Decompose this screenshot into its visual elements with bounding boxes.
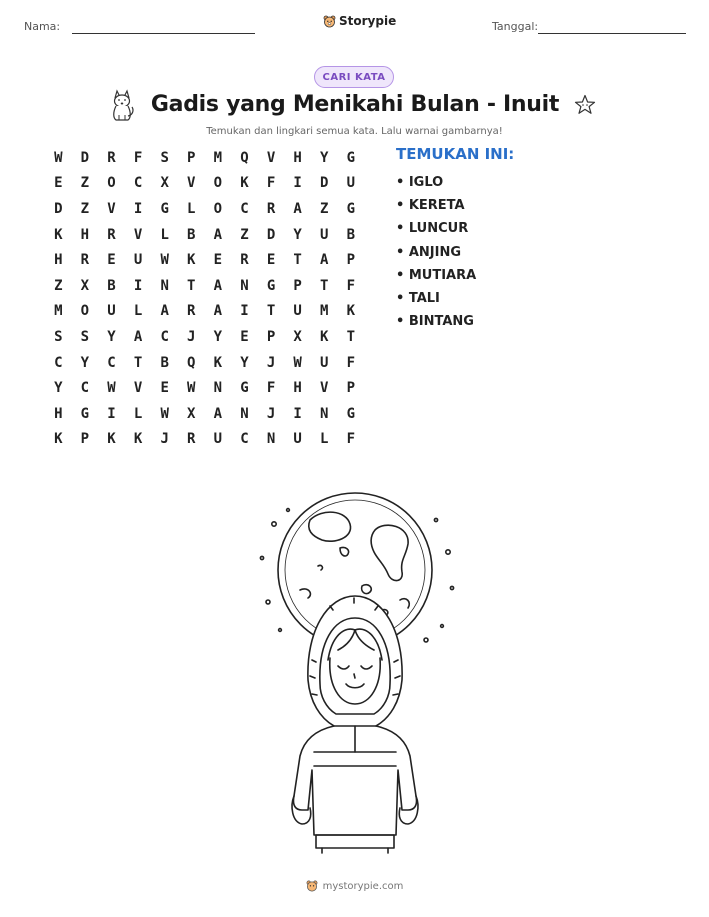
- grid-cell[interactable]: O: [80, 303, 90, 320]
- grid-cell[interactable]: I: [107, 405, 116, 422]
- grid-cell[interactable]: T: [266, 303, 276, 320]
- grid-cell[interactable]: E: [240, 328, 249, 345]
- grid-cell[interactable]: Y: [107, 328, 116, 345]
- word-list-title: TEMUKAN INI:: [396, 145, 515, 163]
- grid-cell[interactable]: T: [187, 277, 196, 294]
- grid-cell[interactable]: R: [107, 226, 116, 243]
- grid-cell[interactable]: P: [266, 328, 276, 345]
- grid-cell[interactable]: N: [213, 380, 223, 397]
- name-line[interactable]: [72, 33, 255, 34]
- grid-cell[interactable]: R: [107, 149, 116, 166]
- grid-cell[interactable]: A: [213, 226, 223, 243]
- word-item: • KERETA: [396, 198, 465, 214]
- grid-cell[interactable]: K: [133, 431, 143, 448]
- grid-cell[interactable]: G: [80, 405, 90, 422]
- grid-cell[interactable]: G: [160, 200, 169, 217]
- grid-cell[interactable]: W: [160, 252, 169, 269]
- grid-cell[interactable]: C: [160, 328, 169, 345]
- grid-cell[interactable]: W: [54, 149, 63, 166]
- grid-cell[interactable]: R: [80, 252, 90, 269]
- grid-cell[interactable]: I: [133, 277, 143, 294]
- grid-cell[interactable]: O: [213, 175, 223, 192]
- grid-cell[interactable]: J: [266, 354, 276, 371]
- grid-cell[interactable]: J: [266, 405, 276, 422]
- grid-cell[interactable]: Z: [54, 277, 63, 294]
- grid-cell[interactable]: G: [240, 380, 249, 397]
- worksheet-header: [0, 0, 709, 50]
- grid-cell[interactable]: U: [320, 226, 329, 243]
- grid-cell[interactable]: B: [107, 277, 116, 294]
- grid-cell[interactable]: K: [54, 431, 63, 448]
- grid-cell[interactable]: N: [240, 277, 249, 294]
- grid-cell[interactable]: E: [160, 380, 169, 397]
- grid-cell[interactable]: F: [346, 431, 356, 448]
- grid-cell[interactable]: G: [346, 405, 356, 422]
- grid-cell[interactable]: A: [133, 328, 143, 345]
- grid-cell[interactable]: Y: [320, 149, 329, 166]
- grid-cell[interactable]: E: [107, 252, 116, 269]
- grid-cell[interactable]: V: [320, 380, 329, 397]
- grid-cell[interactable]: X: [293, 328, 302, 345]
- date-label: Tanggal:: [492, 20, 539, 33]
- grid-cell[interactable]: T: [133, 354, 143, 371]
- grid-cell[interactable]: A: [213, 405, 223, 422]
- grid-cell[interactable]: T: [293, 252, 302, 269]
- grid-cell[interactable]: E: [266, 252, 276, 269]
- word-item: • IGLO: [396, 175, 444, 191]
- grid-cell[interactable]: U: [107, 303, 116, 320]
- word-item: • BINTANG: [396, 314, 474, 330]
- grid-cell[interactable]: F: [346, 354, 356, 371]
- grid-cell[interactable]: K: [107, 431, 116, 448]
- grid-cell[interactable]: W: [293, 354, 302, 371]
- grid-cell[interactable]: A: [213, 303, 223, 320]
- grid-cell[interactable]: I: [240, 303, 249, 320]
- grid-cell[interactable]: P: [187, 149, 196, 166]
- grid-cell[interactable]: D: [54, 200, 63, 217]
- grid-cell[interactable]: S: [54, 328, 63, 345]
- grid-cell[interactable]: U: [346, 175, 356, 192]
- grid-cell[interactable]: L: [133, 303, 143, 320]
- grid-cell[interactable]: K: [240, 175, 249, 192]
- grid-cell[interactable]: U: [293, 303, 302, 320]
- grid-cell[interactable]: P: [80, 431, 90, 448]
- grid-cell[interactable]: L: [133, 405, 143, 422]
- grid-cell[interactable]: O: [107, 175, 116, 192]
- grid-cell[interactable]: F: [266, 175, 276, 192]
- date-line[interactable]: [538, 33, 686, 34]
- brand-name: Storypie: [339, 14, 397, 28]
- grid-cell[interactable]: G: [346, 149, 356, 166]
- grid-cell[interactable]: N: [266, 431, 276, 448]
- grid-cell[interactable]: V: [187, 175, 196, 192]
- grid-cell[interactable]: R: [266, 200, 276, 217]
- grid-cell[interactable]: Y: [240, 354, 249, 371]
- grid-cell[interactable]: F: [346, 277, 356, 294]
- grid-cell[interactable]: S: [160, 149, 169, 166]
- activity-badge: CARI KATA: [314, 66, 394, 88]
- grid-cell[interactable]: A: [320, 252, 329, 269]
- grid-cell[interactable]: N: [240, 405, 249, 422]
- inuit-girl-moon-illustration: [250, 490, 460, 855]
- grid-cell[interactable]: R: [187, 431, 196, 448]
- grid-cell[interactable]: K: [213, 354, 223, 371]
- grid-cell[interactable]: A: [213, 277, 223, 294]
- storypie-bear-icon: [306, 880, 318, 892]
- grid-cell[interactable]: T: [346, 328, 356, 345]
- grid-cell[interactable]: M: [213, 149, 223, 166]
- grid-cell[interactable]: U: [133, 252, 143, 269]
- grid-cell[interactable]: D: [266, 226, 276, 243]
- grid-cell[interactable]: C: [107, 354, 116, 371]
- grid-cell[interactable]: C: [133, 175, 143, 192]
- name-label: Nama:: [24, 20, 61, 33]
- grid-cell[interactable]: H: [54, 405, 63, 422]
- grid-cell[interactable]: Z: [320, 200, 329, 217]
- grid-cell[interactable]: P: [293, 277, 302, 294]
- grid-cell[interactable]: W: [187, 380, 196, 397]
- word-item: • LUNCUR: [396, 221, 469, 237]
- grid-cell[interactable]: N: [160, 277, 169, 294]
- grid-cell[interactable]: Y: [213, 328, 223, 345]
- grid-cell[interactable]: K: [320, 328, 329, 345]
- grid-cell[interactable]: U: [293, 431, 302, 448]
- grid-cell[interactable]: L: [187, 200, 196, 217]
- grid-cell[interactable]: M: [54, 303, 63, 320]
- word-item: • TALI: [396, 291, 440, 307]
- brand-logo: [323, 14, 396, 28]
- grid-cell[interactable]: K: [346, 303, 356, 320]
- grid-cell[interactable]: G: [346, 200, 356, 217]
- husky-dog-icon: [107, 88, 137, 122]
- grid-cell[interactable]: Y: [80, 354, 90, 371]
- grid-cell[interactable]: Y: [54, 380, 63, 397]
- grid-cell[interactable]: V: [266, 149, 276, 166]
- word-item: • MUTIARA: [396, 267, 477, 283]
- grid-cell[interactable]: C: [54, 354, 63, 371]
- word-item: • ANJING: [396, 244, 461, 260]
- word-list: [396, 145, 576, 333]
- grid-cell[interactable]: V: [133, 226, 143, 243]
- grid-cell[interactable]: A: [160, 303, 169, 320]
- grid-cell[interactable]: X: [80, 277, 90, 294]
- grid-cell[interactable]: H: [80, 226, 90, 243]
- grid-cell[interactable]: J: [187, 328, 196, 345]
- page-title: Gadis yang Menikahi Bulan - Inuit: [150, 92, 560, 117]
- grid-cell[interactable]: V: [107, 200, 116, 217]
- grid-cell[interactable]: A: [293, 200, 302, 217]
- footer-url[interactable]: mystorypie.com: [322, 880, 404, 892]
- grid-cell[interactable]: W: [107, 380, 116, 397]
- grid-cell[interactable]: E: [54, 175, 63, 192]
- grid-cell[interactable]: B: [160, 354, 169, 371]
- grid-cell[interactable]: D: [80, 149, 90, 166]
- grid-cell[interactable]: I: [293, 175, 302, 192]
- grid-cell[interactable]: P: [346, 252, 356, 269]
- grid-cell[interactable]: I: [133, 200, 143, 217]
- grid-cell[interactable]: Q: [187, 354, 196, 371]
- grid-cell[interactable]: C: [80, 380, 90, 397]
- grid-cell[interactable]: J: [160, 431, 169, 448]
- grid-cell[interactable]: X: [187, 405, 196, 422]
- grid-cell[interactable]: N: [320, 405, 329, 422]
- grid-cell[interactable]: R: [240, 252, 249, 269]
- grid-cell[interactable]: Z: [80, 175, 90, 192]
- grid-cell[interactable]: H: [293, 380, 302, 397]
- grid-cell[interactable]: L: [160, 226, 169, 243]
- grid-cell[interactable]: K: [54, 226, 63, 243]
- grid-cell[interactable]: P: [346, 380, 356, 397]
- grid-cell[interactable]: U: [213, 431, 223, 448]
- grid-cell[interactable]: Z: [240, 226, 249, 243]
- grid-cell[interactable]: G: [266, 277, 276, 294]
- grid-cell[interactable]: Y: [293, 226, 302, 243]
- grid-cell[interactable]: R: [187, 303, 196, 320]
- grid-cell[interactable]: W: [160, 405, 169, 422]
- grid-cell[interactable]: M: [320, 303, 329, 320]
- grid-cell[interactable]: I: [293, 405, 302, 422]
- grid-cell[interactable]: S: [80, 328, 90, 345]
- grid-cell[interactable]: X: [160, 175, 169, 192]
- grid-cell[interactable]: O: [213, 200, 223, 217]
- grid-cell[interactable]: F: [266, 380, 276, 397]
- grid-cell[interactable]: C: [240, 431, 249, 448]
- grid-cell[interactable]: E: [213, 252, 223, 269]
- grid-cell[interactable]: Q: [240, 149, 249, 166]
- grid-cell[interactable]: B: [346, 226, 356, 243]
- grid-cell[interactable]: U: [320, 354, 329, 371]
- grid-cell[interactable]: D: [320, 175, 329, 192]
- grid-cell[interactable]: B: [187, 226, 196, 243]
- grid-cell[interactable]: L: [320, 431, 329, 448]
- footer: [0, 880, 709, 892]
- instructions-text: Temukan dan lingkari semua kata. Lalu warnai gambarnya!: [206, 126, 503, 137]
- grid-cell[interactable]: K: [187, 252, 196, 269]
- grid-cell[interactable]: V: [133, 380, 143, 397]
- grid-cell[interactable]: C: [240, 200, 249, 217]
- grid-cell[interactable]: T: [320, 277, 329, 294]
- grid-cell[interactable]: H: [54, 252, 63, 269]
- grid-cell[interactable]: H: [293, 149, 302, 166]
- word-search-grid[interactable]: [45, 145, 370, 452]
- star-icon: [574, 94, 596, 116]
- grid-cell[interactable]: F: [133, 149, 143, 166]
- grid-cell[interactable]: Z: [80, 200, 90, 217]
- storypie-bear-icon: [323, 15, 336, 28]
